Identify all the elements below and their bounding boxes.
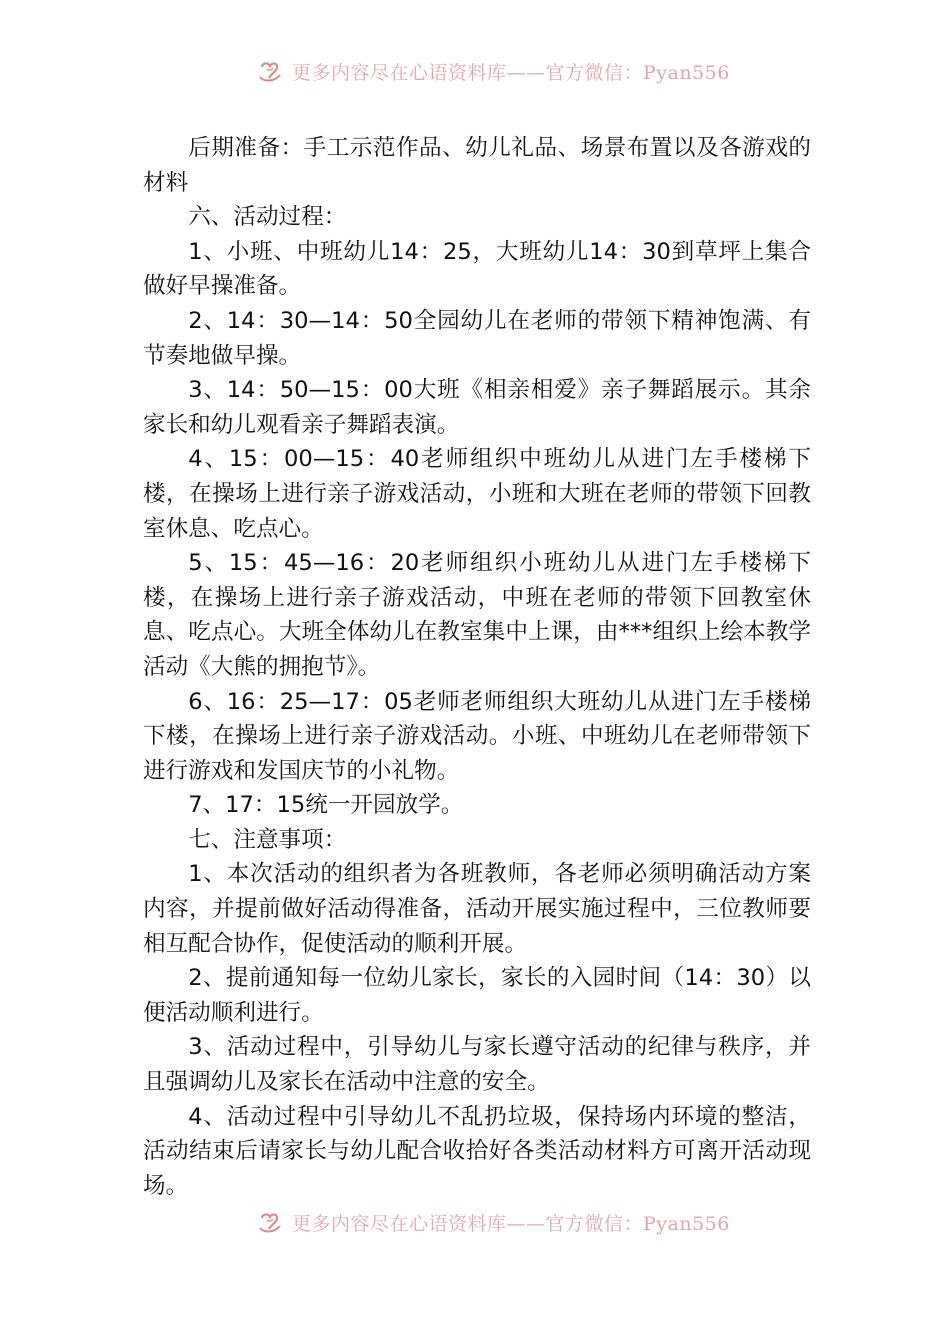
list-item: 4、活动过程中引导幼儿不乱扔垃圾，保持场内环境的整洁，活动结束后请家长与幼儿配合收拾好各类活动材料方可离开活动现场。 — [143, 1103, 811, 1199]
list-item: 2、提前通知每一位幼儿家长，家长的入园时间（14：30）以便活动顺利进行。 — [143, 965, 811, 1026]
watermark-text: 更多内容尽在心语资料库——官方微信：Pyan556 — [292, 1213, 730, 1235]
document-body — [143, 131, 811, 1203]
section-heading: 七、注意事项： — [188, 826, 347, 853]
list-item: 4、15：00—15：40老师组织中班幼儿从进门左手楼梯下楼，在操场上进行亲子游戏活动，小班和大班在老师的带领下回教室休息、吃点心。 — [143, 446, 811, 542]
list-item: 1、本次活动的组织者为各班教师，各老师必须明确活动方案内容，并提前做好活动得准备，活动开展实施过程中，三位教师要相互配合协作，促使活动的顺利开展。 — [143, 861, 811, 957]
list-item: 3、14：50—15：00大班《相亲相爱》亲子舞蹈展示。其余家长和幼儿观看亲子舞蹈表演。 — [143, 377, 811, 438]
heart-swirl-logo-icon — [258, 1212, 286, 1234]
paragraph: 后期准备：手工示范作品、幼儿礼品、场景布置以及各游戏的材料 — [143, 135, 811, 196]
section-heading: 六、活动过程： — [188, 204, 347, 231]
list-item: 2、14：30—14：50全园幼儿在老师的带领下精神饱满、有节奏地做早操。 — [143, 307, 811, 369]
watermark-text: 更多内容尽在心语资料库——官方微信：Pyan556 — [292, 62, 730, 84]
list-item: 1、小班、中班幼儿14：25，大班幼儿14：30到草坪上集合做好早操准备。 — [143, 238, 811, 300]
list-item: 6、16：25—17：05老师老师组织大班幼儿从进门左手楼梯下楼，在操场上进行亲子游戏活动。小班、中班幼儿在老师带领下进行游戏和发国庆节的小礼物。 — [143, 688, 811, 784]
footer-watermark — [0, 1208, 950, 1238]
list-item: 5、15：45—16：20老师组织小班幼儿从进门左手楼梯下楼，在操场上进行亲子游戏活动，中班在老师的带领下回教室休息、吃点心。大班全体幼儿在教室集中上课，由***组织上绘本教学活动《大熊的拥抱节》。 — [143, 550, 811, 680]
list-item: 3、活动过程中，引导幼儿与家长遵守活动的纪律与秩序，并且强调幼儿及家长在活动中注意的安全。 — [143, 1034, 811, 1096]
heart-swirl-logo-icon — [258, 61, 286, 83]
list-item: 7、17：15统一开园放学。 — [188, 792, 464, 819]
header-watermark — [0, 56, 950, 86]
